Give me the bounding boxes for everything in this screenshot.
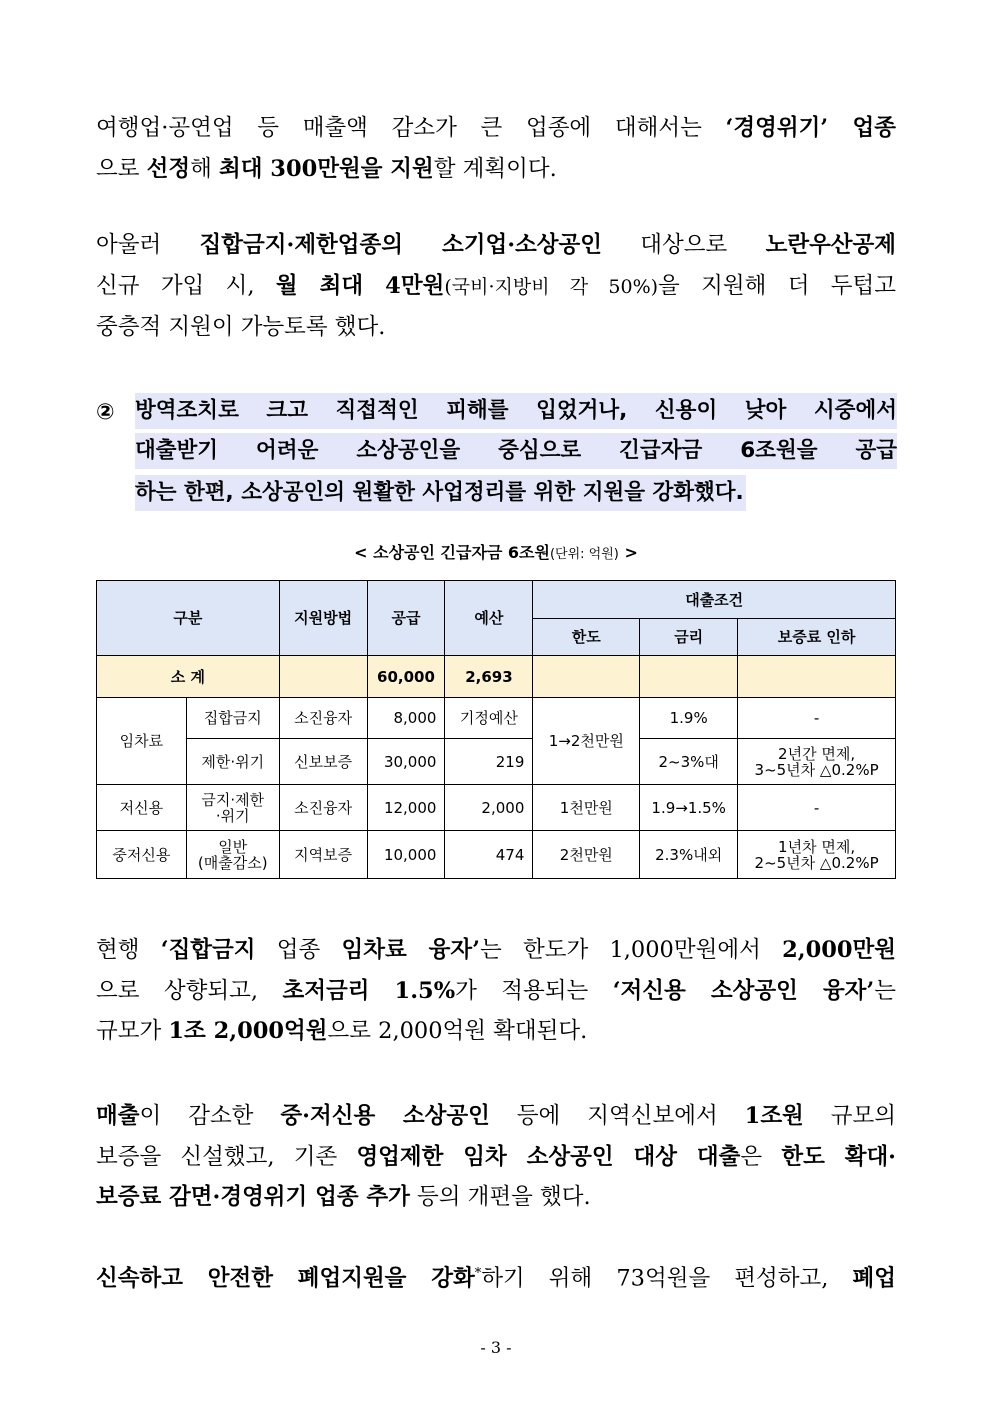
text-bold: 1조 2,000억원 [168,1018,328,1044]
text-bold: 영업제한 임차 소상공인 대상 대출 [356,1143,741,1170]
row-mid-low-credit-category: 중저신용 [97,831,187,879]
text: 규모가 [96,1018,169,1044]
text-bold: 신속하고 안전한 폐업지원을 강화 [96,1265,475,1292]
text: 는 한도가 1,000만원에서 [479,937,783,963]
text: 가 적용되는 [455,977,613,1004]
text: 할 계획이다. [433,155,557,182]
subtotal-label: 소 계 [97,656,280,698]
header-method: 지원방법 [279,581,367,656]
text: 여행업·공연업 등 매출액 감소가 큰 업종에 대해서는 [96,115,726,141]
text: 중층적 지원이 가능토록 했다. [96,314,386,340]
highlight-summary [135,393,897,515]
cell-budget: 219 [445,739,533,785]
highlight-line: 하는 한편, 소상공인의 원활한 사업정리를 위한 지원을 강화했다. [135,475,746,511]
text: 이 감소한 [139,1103,281,1129]
text-bold: 2,000만원 [782,937,897,963]
row-rent-category: 임차료 [97,698,187,785]
cell-fee [738,739,896,785]
caption-end: > [624,543,638,562]
cell-method: 소진융자 [279,698,367,739]
text: 아울러 [96,232,200,258]
cell-rate: 1.9% [640,698,738,739]
footnote-mark: * [474,1266,482,1281]
text-bold: 최대 300만원을 지원 [219,155,434,182]
highlight-line: 방역조치로 크고 직접적인 피해를 입었거나, 신용이 낮아 시중에서 [135,393,897,429]
text: 신규 가입 시, [96,272,276,299]
text-bold: ‘경영위기’ 업종 [725,115,896,141]
text: 은 [740,1143,782,1170]
text-bold: 매출 [96,1103,140,1129]
cell-budget: 474 [445,831,533,879]
text-small: (국비·지방비 각 50%) [444,275,659,298]
cell-rate: 1.9→1.5% [640,785,738,831]
header-rate: 금리 [640,619,738,656]
paragraph-closure-support [96,1254,896,1299]
cell-supply: 10,000 [367,831,445,879]
cell-limit: 1천만원 [533,785,640,831]
text-bold: ‘저신용 소상공인 융자’ [612,977,875,1004]
cell-method: 소진융자 [279,785,367,831]
cell-rate: 2~3%대 [640,739,738,785]
header-supply: 공급 [367,581,445,656]
cell-supply: 12,000 [367,785,445,831]
subtotal-limit [533,656,640,698]
text-bold: 중·저신용 소상공인 [280,1103,490,1129]
cell-supply: 8,000 [367,698,445,739]
subtotal-method [279,656,367,698]
cell-fee: - [738,785,896,831]
cell-sub [186,831,279,879]
paragraph-tourism-support [96,108,896,189]
cell-supply: 30,000 [367,739,445,785]
sub-line: 금지·제한 [201,790,265,809]
text-bold: 월 최대 4만원 [275,272,445,299]
text: 등의 개편을 했다. [409,1184,591,1210]
text-bold: 보증료 감면·경영위기 업종 추가 [96,1184,410,1210]
text: 으로 상향되고, [96,977,283,1004]
highlight-line: 대출받기 어려운 소상공인을 중심으로 긴급자금 6조원을 공급 [135,433,897,469]
cell-budget: 기정예산 [445,698,533,739]
text: 으로 2,000억원 확대된다. [327,1018,588,1044]
text-bold: 한도 확대· [781,1143,897,1170]
circled-number-2: ② [96,400,115,425]
text-bold: 선정 [146,155,191,182]
fee-line: 2년간 면제, [778,744,856,763]
fee-line: 2~5년차 △0.2%P [754,853,879,872]
text: 현행 [96,937,161,963]
text: 하기 위해 73억원을 편성하고, [481,1265,853,1292]
cell-method: 신보보증 [279,739,367,785]
paragraph-rent-loan [96,930,896,1052]
fee-line: 1년차 면제, [778,837,856,856]
sub-line: ·위기 [215,806,250,825]
page-number: - 3 - [480,1338,512,1357]
caption-unit: (단위: 억원) [549,547,619,562]
table-caption [0,540,992,563]
text: 보증을 신설했고, 기존 [96,1143,357,1170]
text-bold: 폐업 [852,1265,896,1292]
header-fee: 보증료 인하 [738,619,896,656]
subtotal-fee [738,656,896,698]
text-bold: 집합금지·제한업종의 소기업·소상공인 [199,232,602,258]
text: 으로 [96,155,147,182]
text-bold: 1조원 [744,1103,804,1129]
subtotal-supply: 60,000 [367,656,445,698]
caption-title: < 소상공인 긴급자금 6조원 [354,543,550,562]
cell-sub [186,785,279,831]
text-bold: 노란우산공제 [765,232,897,258]
paragraph-guarantee [96,1096,896,1218]
sub-line: (매출감소) [197,853,268,872]
header-loan-terms: 대출조건 [533,581,896,619]
text: 는 [874,977,896,1004]
text: 규모의 [803,1103,897,1129]
emergency-fund-table [96,580,896,879]
cell-fee [738,831,896,879]
row-low-credit-category: 저신용 [97,785,187,831]
paragraph-yellow-umbrella [96,225,896,348]
text-bold: 초저금리 1.5% [282,977,456,1004]
text-bold: ‘집합금지 [160,937,256,963]
header-budget: 예산 [445,581,533,656]
subtotal-budget: 2,693 [445,656,533,698]
cell-limit: 1→2천만원 [533,698,640,785]
header-limit: 한도 [533,619,640,656]
cell-sub: 제한·위기 [186,739,279,785]
header-category: 구분 [97,581,280,656]
cell-budget: 2,000 [445,785,533,831]
text: 등에 지역신보에서 [489,1103,745,1129]
fee-line: 3~5년차 △0.2%P [754,760,879,779]
cell-rate: 2.3%내외 [640,831,738,879]
cell-fee: - [738,698,896,739]
cell-sub: 집합금지 [186,698,279,739]
text: 업종 [255,937,342,963]
subtotal-rate [640,656,738,698]
cell-limit: 2천만원 [533,831,640,879]
text: 을 지원해 더 두텁고 [658,272,896,299]
text: 대상으로 [601,232,766,258]
cell-method: 지역보증 [279,831,367,879]
text: 해 [190,155,219,182]
text-bold: 임차료 융자’ [341,937,480,963]
sub-line: 일반 [218,837,248,856]
